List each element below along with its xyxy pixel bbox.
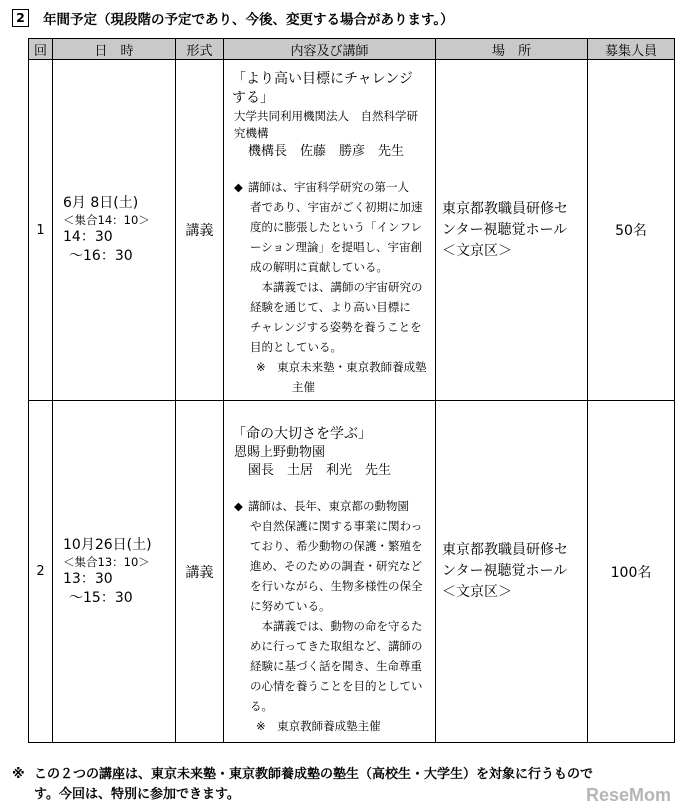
row-format: 講義 — [176, 60, 224, 401]
lecturer-organization: 恩賜上野動物園 — [234, 445, 326, 460]
header-no: 回 — [29, 39, 53, 60]
table-row — [29, 60, 675, 401]
diamond-bullet-icon: ◆ — [234, 180, 243, 194]
header-capacity: 募集人員 — [588, 39, 675, 60]
end-time: ～16：30 — [69, 248, 133, 264]
header-datetime: 日 時 — [53, 39, 176, 60]
row-place: 東京都教職員研修セ ンター視聴覚ホール ＜文京区＞ — [436, 401, 588, 743]
date: 6月 8日(土) — [63, 195, 139, 211]
start-time: 14：30 — [63, 229, 113, 245]
sponsor-note: ※ 東京教師養成塾主催 — [256, 719, 381, 733]
table-row — [29, 401, 675, 743]
gather-time: ＜集合14：10＞ — [63, 213, 150, 227]
footnote-line-1: この２つの講座は、東京未来塾・東京教師養成塾の塾生（高校生・大学生）を対象に行うもので — [34, 767, 594, 782]
footnote-mark: ※ — [12, 767, 25, 782]
row-datetime — [53, 401, 176, 743]
header-place: 場 所 — [436, 39, 588, 60]
resemom-logo: ReseMom — [585, 785, 671, 805]
footnote-line-2: す。今回は、特別に参加できます。 — [34, 787, 240, 802]
lecture-title: 「より高い目標にチャレンジ する」 — [232, 71, 413, 106]
header-format: 形式 — [176, 39, 224, 60]
section-heading — [12, 8, 454, 28]
row-number: 2 — [29, 401, 53, 743]
lecturer-name: 機構長 佐藤 勝彦 先生 — [248, 144, 405, 159]
row-place: 東京都教職員研修セ ンター視聴覚ホール ＜文京区＞ — [436, 60, 588, 401]
row-number: 1 — [29, 60, 53, 401]
schedule-table — [28, 38, 675, 743]
lecture-title: 「命の大切さを学ぶ」 — [232, 426, 372, 442]
lecturer-organization: 大学共同利用機関法人 自然科学研究機構 — [234, 109, 418, 140]
date: 10月26日(土) — [63, 536, 152, 553]
lecture-description: ◆ 講師は、宇宙科学研究の第一人 者であり、宇宙がごく初期に加速 度的に膨張したという「インフレ ーション理論」を提唱し、宇宙創 成の解明に貢献している。 本講義では、講師の宇宙研究の 経験を通じて、より高い目標に チャレンジする姿勢を養うことを 目的としている。 ※ 東京未来塾・東京教師養成塾 主催 — [232, 177, 429, 397]
lecturer-name: 園長 土居 利光 先生 — [248, 463, 392, 478]
footnote — [12, 765, 662, 805]
row-capacity: 50名 — [588, 60, 675, 401]
start-time: 13：30 — [63, 570, 113, 587]
row-content — [224, 60, 436, 401]
end-time: ～15：30 — [69, 589, 133, 606]
section-title: 年間予定（現段階の予定であり、今後、変更する場合があります。） — [43, 12, 454, 28]
row-format: 講義 — [176, 401, 224, 743]
header-content: 内容及び講師 — [224, 39, 436, 60]
section-number: 2 — [12, 9, 29, 27]
table-header-row — [29, 39, 675, 60]
gather-time: ＜集合13：10＞ — [63, 554, 150, 569]
row-datetime — [53, 60, 176, 401]
lecture-description: ◆ 講師は、長年、東京都の動物園 や自然保護に関する事業に関わっ ており、希少動物の保護・繁殖を 進め、そのための調査・研究など を行いながら、生物多様性の保全 に努めている。 本講義では、動物の命を守るた めに行ってきた取組など、講師の 経験に基づく話を聞き、生命尊重 の心情を養うことを目的としてい る。 ※ 東京教師養成塾主催 — [232, 496, 429, 736]
row-content — [224, 401, 436, 743]
sponsor-note: ※ 東京未来塾・東京教師養成塾 主催 — [256, 360, 427, 394]
row-capacity: 100名 — [588, 401, 675, 743]
diamond-bullet-icon: ◆ — [234, 499, 243, 513]
